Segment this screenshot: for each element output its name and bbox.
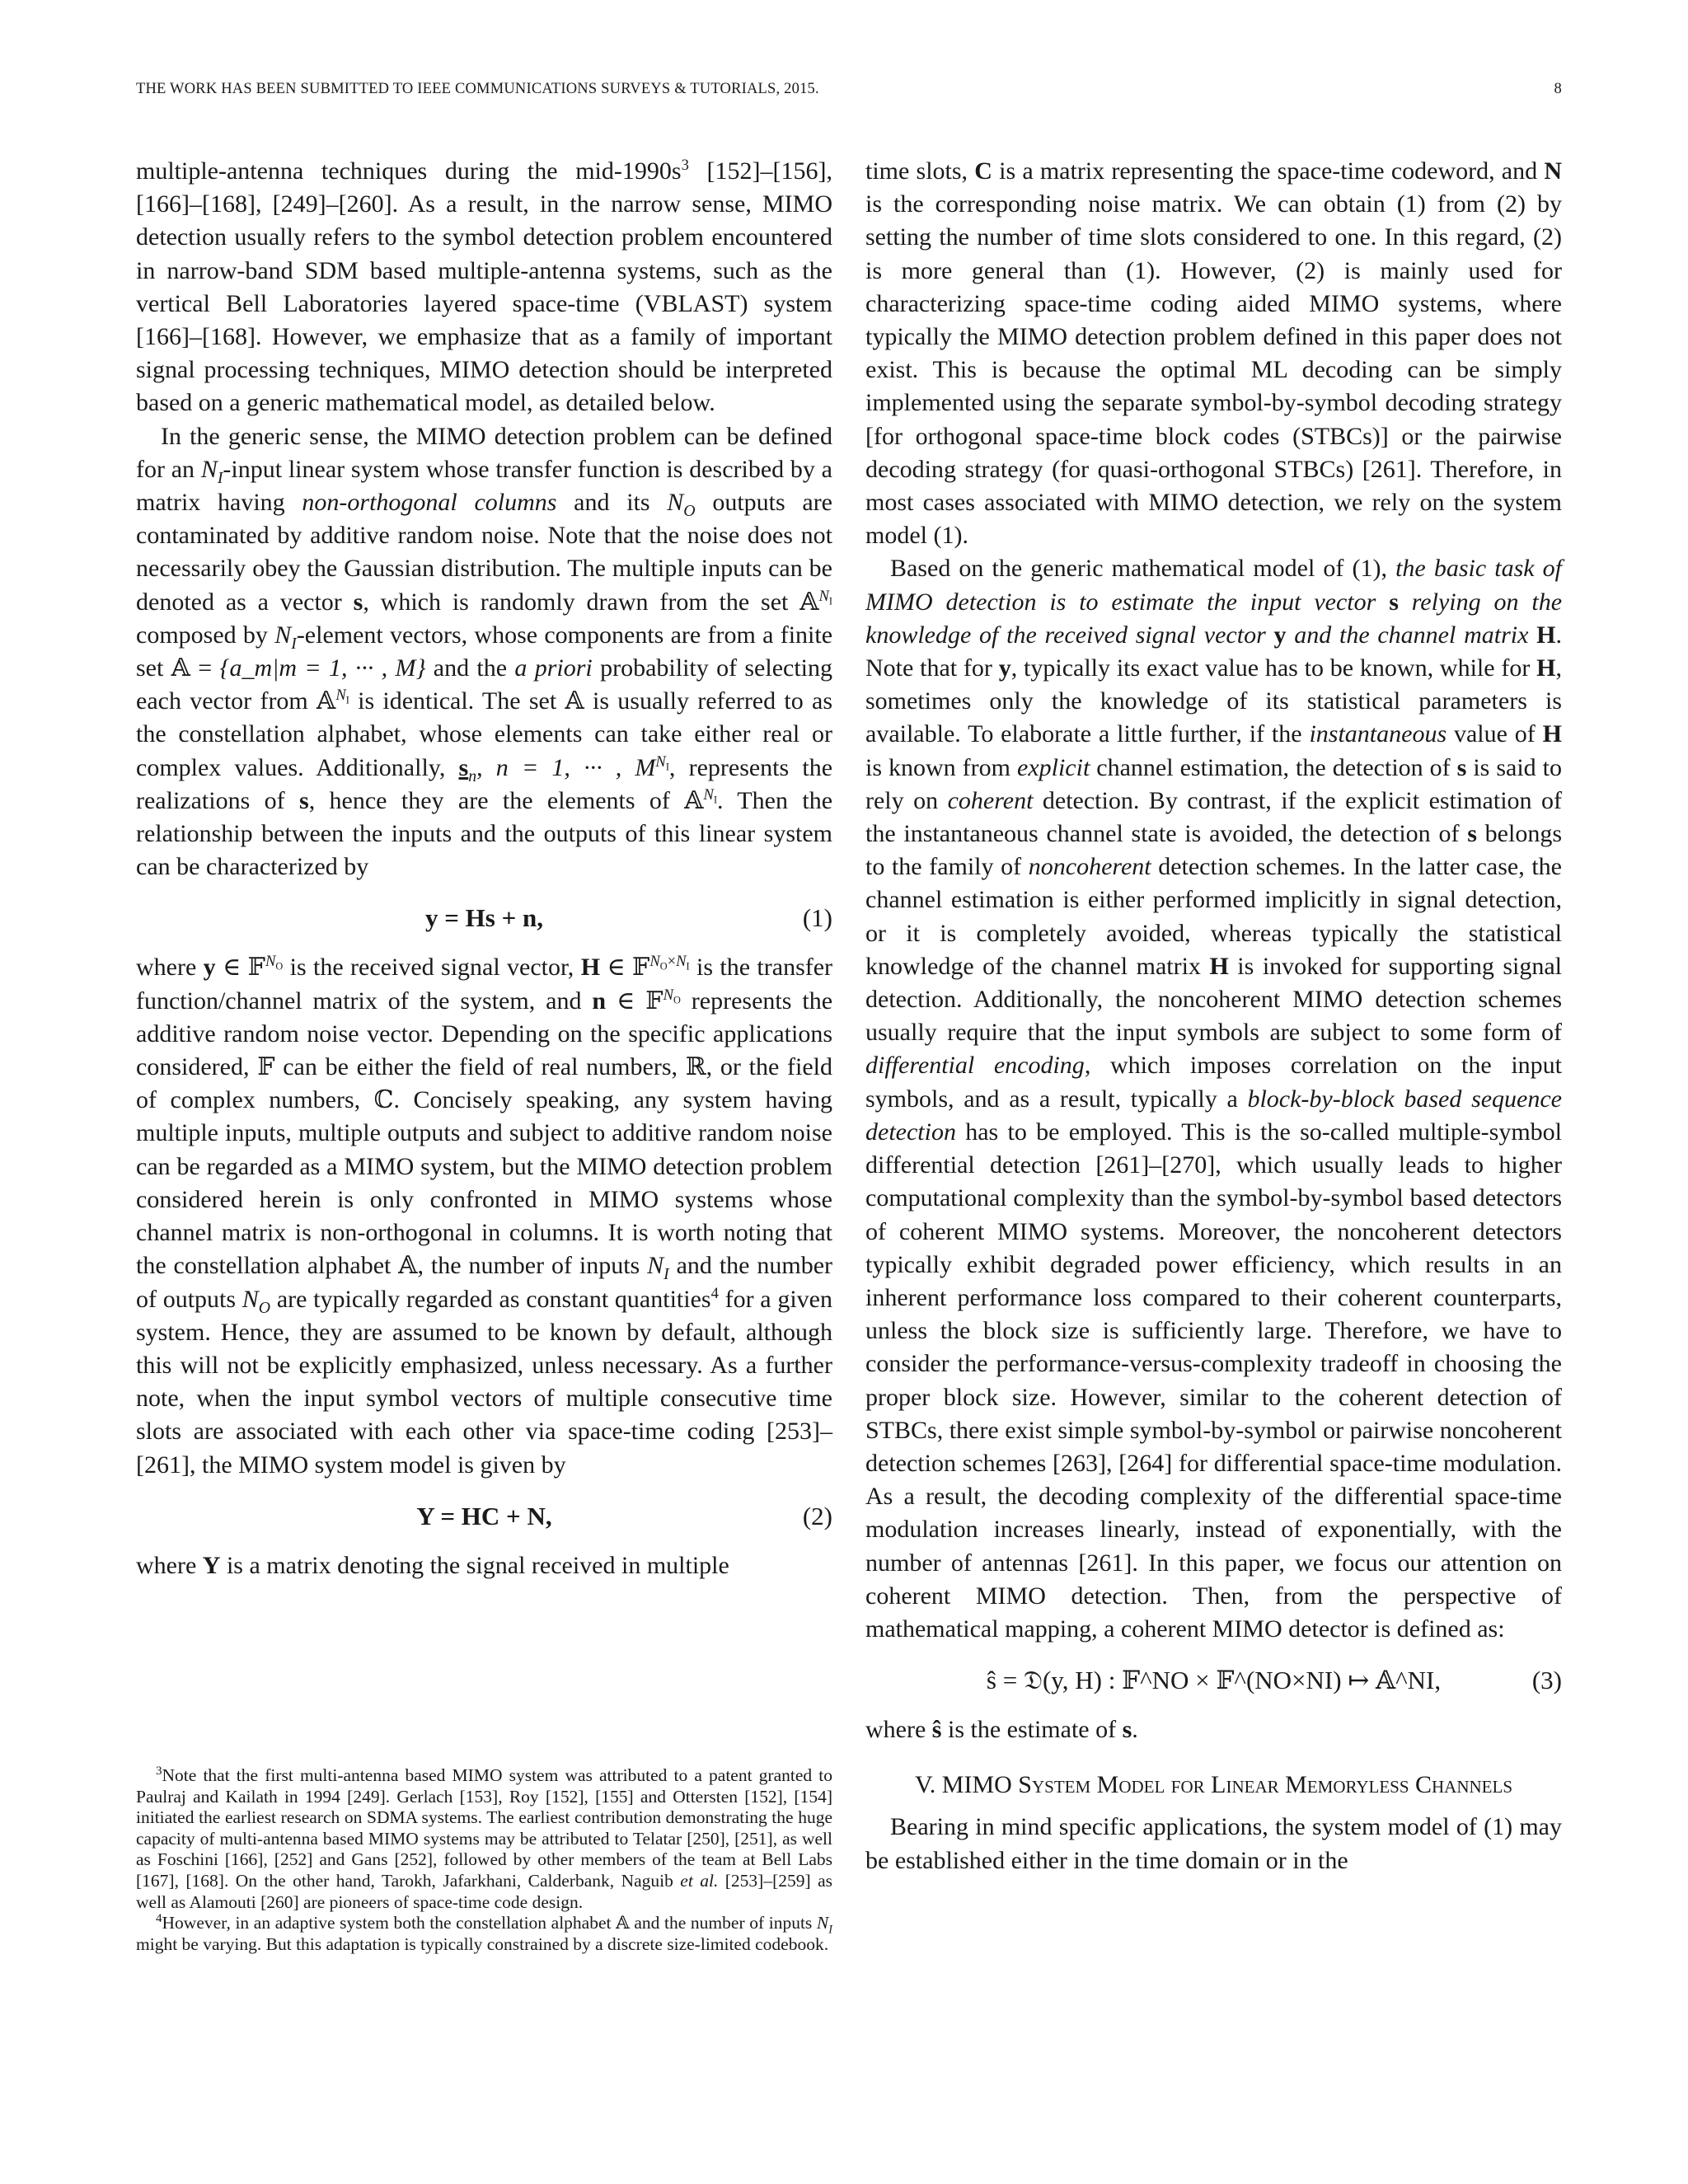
paragraph: where Y is a matrix denoting the signal received in multiple <box>136 1551 729 1579</box>
footnote-3: $^3$Note that the first multi-antenna based MIMO system was attributed to a patent granted to Paulraj and Kailath in 1994 [249]. Gerlach [153], Roy [152], [155] and Ottersten [152], [154] initiated the earliest research on SDMA systems. The earliest contribution demonstrating the huge capacity of multi-antenna based MIMO systems may be attributed to Telatar [250], [251], as well as Foschini [166], [252] and Gans [252], followed by other members of the team at Bell Labs [167], [168]. On the other hand, Tarokh, Jafarkhani, Calderbank, Naguib et al. [253]–[259] as well as Alamouti [260] are pioneers of space-time code design. <box>136 1764 832 1912</box>
footnotes <box>136 1765 832 1955</box>
right-column <box>865 155 1562 1877</box>
paragraph: multiple-antenna techniques during the mid-$1990s^3$ [152]–[156], [166]–[168], [249]–[260]. As a result, in the narrow sense, MIMO detection usually refers to the symbol detection problem encountered in narrow-band SDM based multiple-antenna systems, such as the vertical Bell Laboratories layered space-time (VBLAST) system [166]–[168]. However, we emphasize that as a family of important signal processing techniques, MIMO detection should be interpreted based on a generic mathematical model, as detailed below. <box>136 157 832 417</box>
paragraph: Based on the generic mathematical model of (1), the basic task of MIMO detection is to estimate the input vector s relying on the knowledge of the received signal vector y and the channel matrix H. Note that for y, typically its exact value has to be known, while for H, sometimes only the knowledge of its statistical parameters is available. To elaborate a little further, if the instantaneous value of H is known from explicit channel estimation, the detection of s is said to rely on coherent detection. By contrast, if the explicit estimation of the instantaneous channel state is avoided, the detection of s belongs to the family of noncoherent detection schemes. In the latter case, the channel estimation is either performed implicitly in signal detection, or it is completely avoided, whereas typically the statistical knowledge of the channel matrix H is invoked for supporting signal detection. Additionally, the noncoherent MIMO detection schemes usually require that the input symbols are subject to some form of differential encoding, which imposes correlation on the input symbols, and as a result, typically a block-by-block based sequence detection has to be employed. This is the so-called multiple-symbol differential detection [261]–[270], which usually leads to higher computational complexity than the symbol-by-symbol based detectors of coherent MIMO systems. Moreover, the noncoherent detectors typically exhibit degraded power efficiency, which results in an inherent performance loss compared to their coherent counterparts, unless the block size is sufficiently large. Therefore, we have to consider the performance-versus-complexity tradeoff in choosing the proper block size. However, similar to the coherent detection of STBCs, there exist simple symbol-by-symbol or pairwise noncoherent detection schemes [263], [264] for differential space-time modulation. As a result, the decoding complexity of the differential space-time modulation increases linearly, instead of exponentially, with the number of antennas [261]. In this paper, we focus our attention on coherent MIMO detection. Then, from the perspective of mathematical mapping, a coherent MIMO detector is defined as: <box>865 555 1563 1643</box>
left-column <box>136 155 832 1582</box>
paragraph: In the generic sense, the MIMO detection problem can be defined for an $N_I$-input linear system whose transfer function is described by a matrix having non-orthogonal columns and its $N_O$ outputs are contaminated by additive random noise. Note that the noise does not necessarily obey the Gaussian distribution. The multiple inputs can be denoted as a vector s, which is randomly drawn from the set 𝔸$^{N_I}$ composed by $N_I$-element vectors, whose components are from a finite set 𝔸 = {a_m|m = 1, ··· , M} and the a priori probability of selecting each vector from 𝔸$^{N_I}$ is identical. The set 𝔸 is usually referred to as the constellation alphabet, whose elements can take either real or complex values. Additionally, $s_n$, n = 1, ··· , $M^{N_I}$, represents the realizations of s, hence they are the elements of 𝔸$^{N_I}$. Then the relationship between the inputs and the outputs of this linear system can be characterized by <box>136 422 833 881</box>
footnote-mark: 3 <box>681 157 689 174</box>
footnote-mark: 4 <box>710 1284 719 1302</box>
paragraph: where y ∈ 𝔽$^{N_O}$ is the received signal vector, H ∈ 𝔽$^{N_O\times N_I}$ is the transfer function/channel matrix of the system, and n ∈ 𝔽$^{N_O}$ represents the additive random noise vector. Depending on the specific applications considered, 𝔽 can be either the field of real numbers, ℝ, or the field of complex numbers, ℂ. Concisely speaking, any system having multiple inputs, multiple outputs and subject to additive random noise can be regarded as a MIMO system, but the MIMO detection problem considered herein is only confronted in MIMO systems whose channel matrix is non-orthogonal in columns. It is worth noting that the constellation alphabet 𝔸, the number of inputs $N_I$ and the number of outputs $N_O$ are typically regarded as constant quantities$^4$ for a given system. Hence, they are assumed to be known by default, although this will not be explicitly emphasized, unless necessary. As a further note, when the input symbol vectors of multiple consecutive time slots are associated with each other via space-time coding [253]–[261], the MIMO system model is given by <box>136 953 833 1479</box>
equation-2: Y = HC + N, (2) <box>136 1500 832 1533</box>
footnote-4: $^4$However, in an adaptive system both the constellation alphabet 𝔸 and the number of inputs $N_I$ might be varying. But this adaptation is typically constrained by a discrete size-limited codebook. <box>136 1912 832 1954</box>
equation-number: (1) <box>802 903 832 933</box>
equation-number: (2) <box>802 1501 832 1530</box>
paragraph: Bearing in mind specific applications, the system model of (1) may be established either in the time domain or in the <box>865 1813 1562 1874</box>
equation-number: (3) <box>1531 1666 1562 1695</box>
paragraph: time slots, C is a matrix representing the space-time codeword, and N is the corresponding noise matrix. We can obtain (1) from (2) by setting the number of time slots considered to one. In this regard, (2) is more general than (1). However, (2) is mainly used for characterizing space-time coding aided MIMO systems, where typically the MIMO detection problem defined in this paper does not exist. This is because the optimal ML decoding can be simply implemented using the separate symbol-by-symbol decoding strategy [for orthogonal space-time block codes (STBCs)] or the pairwise decoding strategy (for quasi-orthogonal STBCs) [261]. Therefore, in most cases associated with MIMO detection, we rely on the system model (1). <box>865 157 1562 550</box>
page-number: 8 <box>1554 81 1562 97</box>
equation-1: y = Hs + n, (1) <box>136 902 832 935</box>
section-heading: V. MIMO System Model for Linear Memoryless Channels <box>914 1771 1513 1799</box>
running-header <box>136 81 1562 105</box>
equation-3: ŝ = 𝔇(y, H) : 𝔽^NO × 𝔽^(NO×NI) ↦ 𝔸^NI, (3) <box>865 1664 1562 1697</box>
journal-header: THE WORK HAS BEEN SUBMITTED TO IEEE COMMUNICATIONS SURVEYS & TUTORIALS, 2015. <box>136 81 819 97</box>
paragraph: where ŝ is the estimate of s. <box>865 1716 1138 1744</box>
